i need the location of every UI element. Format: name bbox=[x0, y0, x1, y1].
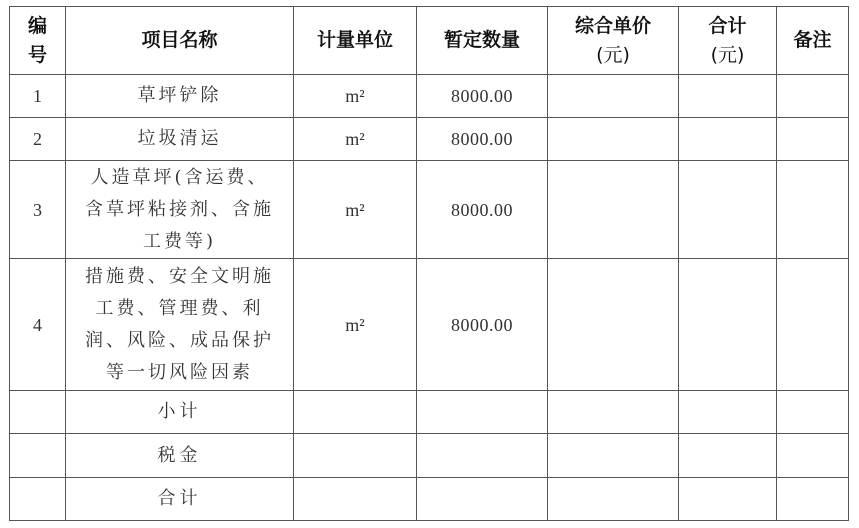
row-qty: 8000.00 bbox=[417, 259, 548, 391]
header-total-line-1: 合计 bbox=[708, 14, 747, 37]
row-name-line: 工费等) bbox=[142, 230, 217, 252]
row-remark bbox=[777, 161, 849, 259]
summary-cell bbox=[294, 478, 417, 521]
summary-cell bbox=[417, 478, 548, 521]
header-row bbox=[10, 7, 849, 75]
row-name-line: 草坪铲除 bbox=[137, 85, 222, 106]
table-row bbox=[10, 75, 849, 118]
row-qty: 8000.00 bbox=[417, 118, 548, 161]
summary-cell bbox=[548, 391, 679, 434]
row-name bbox=[66, 161, 294, 259]
summary-row-subtotal bbox=[10, 391, 849, 434]
summary-no bbox=[10, 391, 66, 434]
row-total bbox=[679, 118, 777, 161]
table-row bbox=[10, 259, 849, 391]
summary-row-total bbox=[10, 478, 849, 521]
table-row bbox=[10, 161, 849, 259]
row-total bbox=[679, 259, 777, 391]
summary-cell bbox=[417, 391, 548, 434]
tax-label: 税金 bbox=[66, 434, 294, 478]
header-unit-price-line-2: (元) bbox=[596, 43, 630, 66]
row-total bbox=[679, 161, 777, 259]
row-no: 1 bbox=[10, 75, 66, 118]
summary-no bbox=[10, 434, 66, 478]
row-unit-price bbox=[548, 259, 679, 391]
header-unit: 计量单位 bbox=[294, 7, 417, 75]
row-unit: m² bbox=[294, 161, 417, 259]
row-qty: 8000.00 bbox=[417, 75, 548, 118]
row-no: 3 bbox=[10, 161, 66, 259]
header-unit-price bbox=[548, 7, 679, 75]
row-unit: m² bbox=[294, 118, 417, 161]
summary-cell bbox=[679, 391, 777, 434]
table-row bbox=[10, 118, 849, 161]
row-name-line: 人造草坪(含运费、 bbox=[90, 166, 269, 188]
summary-cell bbox=[679, 478, 777, 521]
header-total-line-2: (元) bbox=[710, 43, 745, 66]
row-name-line: 工费、管理费、利 bbox=[95, 297, 264, 319]
row-qty: 8000.00 bbox=[417, 161, 548, 259]
summary-cell bbox=[548, 478, 679, 521]
row-total bbox=[679, 75, 777, 118]
row-name bbox=[66, 259, 294, 391]
summary-cell bbox=[777, 391, 849, 434]
summary-no bbox=[10, 478, 66, 521]
row-name bbox=[66, 75, 294, 118]
header-no bbox=[10, 7, 66, 75]
summary-cell bbox=[294, 391, 417, 434]
row-name bbox=[66, 118, 294, 161]
row-no: 2 bbox=[10, 118, 66, 161]
header-no-line-1: 编 bbox=[27, 14, 47, 37]
summary-cell bbox=[679, 434, 777, 478]
row-no: 4 bbox=[10, 259, 66, 391]
summary-cell bbox=[777, 434, 849, 478]
row-unit-price bbox=[548, 161, 679, 259]
header-total bbox=[679, 7, 777, 75]
summary-cell bbox=[777, 478, 849, 521]
header-qty: 暂定数量 bbox=[417, 7, 548, 75]
grand-total-label: 合计 bbox=[66, 478, 294, 521]
row-remark bbox=[777, 118, 849, 161]
header-name: 项目名称 bbox=[66, 7, 294, 75]
row-name-line: 含草坪粘接剂、含施 bbox=[85, 198, 274, 220]
row-unit-price bbox=[548, 118, 679, 161]
row-unit: m² bbox=[294, 75, 417, 118]
summary-cell bbox=[294, 434, 417, 478]
row-name-line: 垃圾清运 bbox=[137, 128, 222, 149]
row-unit-price bbox=[548, 75, 679, 118]
row-name-line: 等一切风险因素 bbox=[106, 361, 253, 383]
header-remark: 备注 bbox=[777, 7, 849, 75]
row-unit: m² bbox=[294, 259, 417, 391]
row-name-line: 措施费、安全文明施 bbox=[85, 265, 274, 287]
header-unit-price-line-1: 综合单价 bbox=[574, 14, 651, 37]
row-name-line: 润、风险、成品保护 bbox=[85, 329, 274, 351]
row-remark bbox=[777, 75, 849, 118]
subtotal-label: 小计 bbox=[66, 391, 294, 434]
summary-cell bbox=[417, 434, 548, 478]
summary-row-tax bbox=[10, 434, 849, 478]
header-no-line-2: 号 bbox=[27, 43, 47, 66]
quotation-table bbox=[9, 6, 849, 521]
summary-cell bbox=[548, 434, 679, 478]
row-remark bbox=[777, 259, 849, 391]
